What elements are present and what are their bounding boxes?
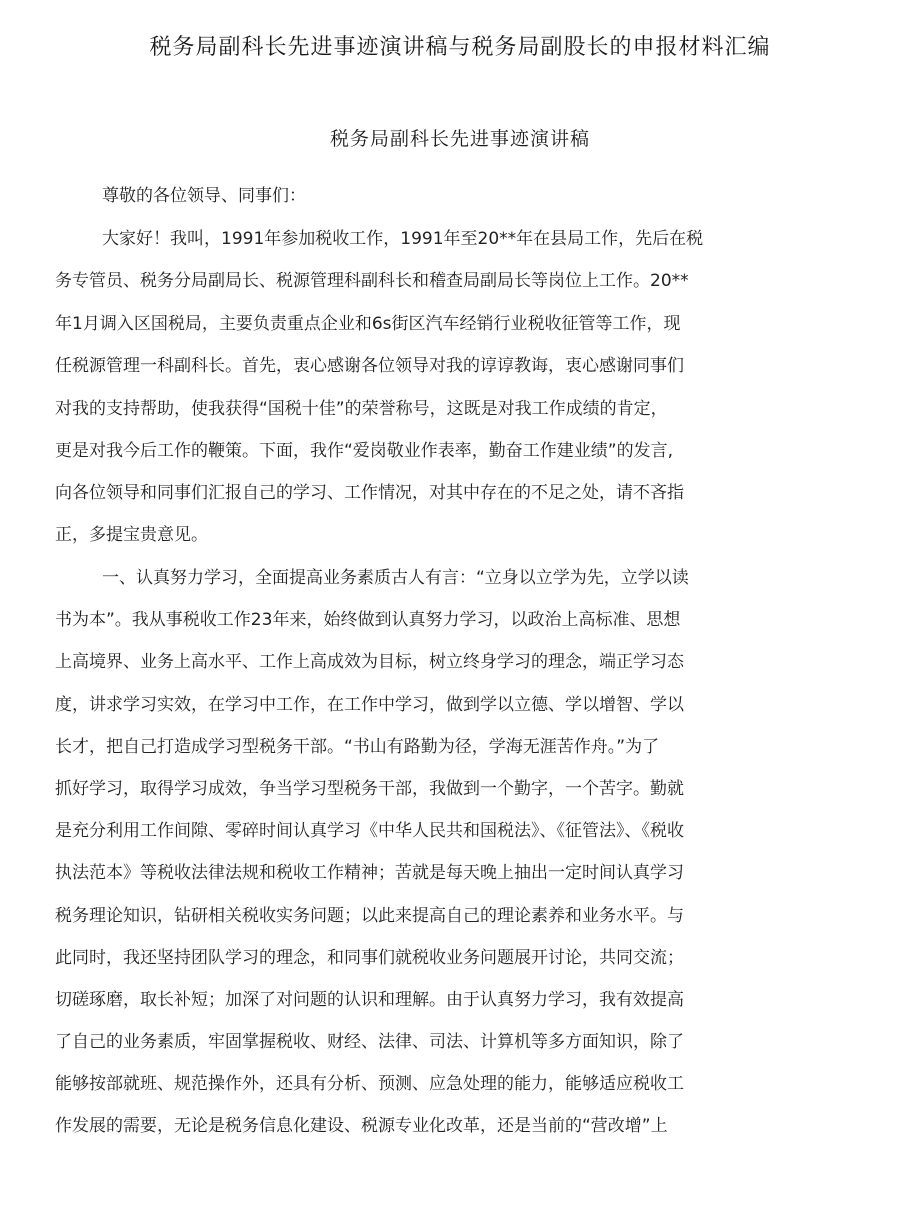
paragraph-line: 税务理论知识，钻研相关税收实务问题；以此来提高自己的理论素养和业务水平。与: [55, 906, 684, 926]
paragraph-line: 上高境界、业务上高水平、工作上高成效为目标，树立终身学习的理念，端正学习态: [55, 652, 684, 672]
document-title: 税务局副科长先进事迹演讲稿与税务局副股长的申报材料汇编: [149, 35, 771, 60]
speech-title: 税务局副科长先进事迹演讲稿: [329, 128, 590, 150]
paragraph-line: 是充分利用工作间隙、零碎时间认真学习《中华人民共和国税法》、《征管法》、《税收: [55, 821, 684, 841]
salutation: 尊敬的各位领导、同事们：: [102, 186, 306, 206]
paragraph-line: 大家好！我叫，1991年参加税收工作，1991年至20**年在县局工作，先后在税: [102, 229, 704, 249]
paragraph-line: 务专管员、税务分局副局长、税源管理科副科长和稽查局副局长等岗位上工作。20**: [55, 271, 689, 291]
paragraph-line: 执法范本》等税收法律法规和税收工作精神；苦就是每天晚上抽出一定时间认真学习: [55, 863, 684, 883]
section-heading-line: 一、认真努力学习，全面提高业务素质古人有言：“立身以立学为先，立学以读: [102, 568, 689, 588]
paragraph-line: 作发展的需要，无论是税务信息化建设、税源专业化改革，还是当前的“营改增”上: [55, 1116, 668, 1136]
paragraph-line: 向各位领导和同事们汇报自己的学习、工作情况，对其中存在的不足之处，请不吝指: [55, 483, 684, 503]
paragraph-line: 对我的支持帮助，使我获得“国税十佳”的荣誉称号，这既是对我工作成绩的肯定，: [55, 399, 668, 419]
paragraph-line: 此同时，我还坚持团队学习的理念，和同事们就税收业务问题展开讨论，共同交流；: [55, 948, 684, 968]
paragraph-line: 书为本”。我从事税收工作23年来，始终做到认真努力学习，以政治上高标准、思想: [55, 610, 681, 630]
paragraph-line: 任税源管理一科副科长。首先，衷心感谢各位领导对我的谆谆教诲，衷心感谢同事们: [55, 356, 684, 376]
paragraph-line: 正，多提宝贵意见。: [55, 525, 208, 545]
paragraph-line: 切磋琢磨，取长补短；加深了对问题的认识和理解。由于认真努力学习，我有效提高: [55, 990, 684, 1010]
paragraph-line: 了自己的业务素质，牢固掌握税收、财经、法律、司法、计算机等多方面知识，除了: [55, 1032, 684, 1052]
paragraph-line: 更是对我今后工作的鞭策。下面，我作“爱岗敬业作表率，勤奋工作建业绩”的发言,: [55, 441, 674, 461]
paragraph-line: 长才，把自己打造成学习型税务干部。“书山有路勤为径，学海无涯苦作舟。”为了: [55, 737, 660, 757]
paragraph-line: 能够按部就班、规范操作外，还具有分析、预测、应急处理的能力，能够适应税收工: [55, 1074, 684, 1094]
paragraph-line: 度，讲求学习实效，在学习中工作，在工作中学习，做到学以立德、学以增智、学以: [55, 695, 684, 715]
paragraph-line: 年1月调入区国税局，主要负责重点企业和6s街区汽车经销行业税收征管等工作，现: [55, 314, 681, 334]
paragraph-line: 抓好学习，取得学习成效，争当学习型税务干部，我做到一个勤字，一个苦字。勤就: [55, 779, 684, 799]
